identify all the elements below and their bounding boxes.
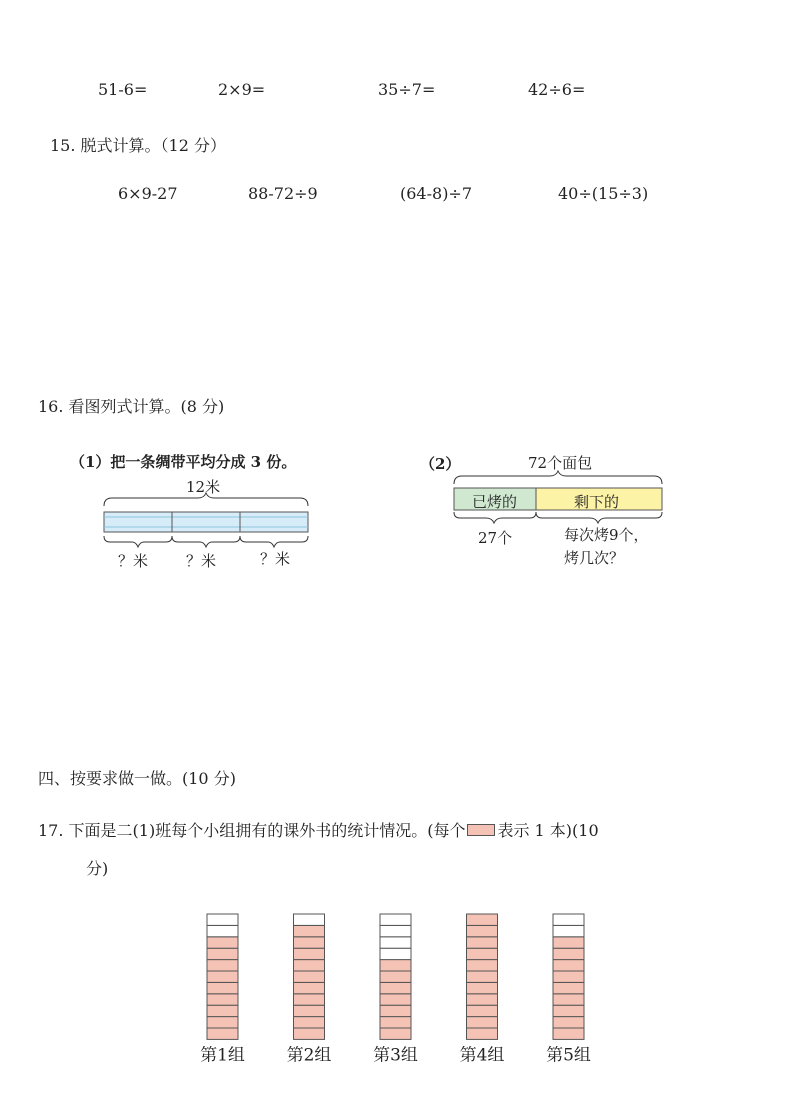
book-cell-empty [294, 914, 325, 925]
book-unit-legend-icon [467, 824, 495, 836]
calc-item-1: 51-6= [98, 80, 148, 99]
q15-expr-1: 6×9-27 [118, 184, 178, 203]
q15-title: 15. 脱式计算。（12 分） [50, 136, 226, 155]
book-cell-filled [467, 937, 498, 948]
q15-expr-3: (64-8)÷7 [400, 184, 473, 203]
baked-label: 已烤的 [472, 493, 518, 511]
book-cell-filled [294, 948, 325, 959]
ribbon-diagram [96, 492, 316, 552]
book-cell-filled [467, 1005, 498, 1016]
book-cell-filled [380, 1005, 411, 1016]
book-cell-filled [467, 960, 498, 971]
q17-text-after: 表示 1 本)(10 [497, 821, 599, 840]
book-cell-filled [467, 982, 498, 993]
book-cell-filled [207, 994, 238, 1005]
q16-title: 16. 看图列式计算。(8 分) [38, 397, 225, 416]
ribbon-total-label: 12米 [186, 478, 221, 496]
book-cell-filled [207, 948, 238, 959]
book-cell-empty [380, 948, 411, 959]
book-cell-filled [294, 1017, 325, 1028]
book-cell-filled [467, 925, 498, 936]
book-cell-filled [553, 994, 584, 1005]
book-cell-filled [553, 1028, 584, 1039]
book-cell-filled [294, 960, 325, 971]
book-cell-empty [207, 914, 238, 925]
book-cell-filled [467, 1028, 498, 1039]
group-label-5: 第5组 [546, 1045, 591, 1065]
baked-count: 27个 [478, 529, 513, 547]
ribbon-segment-2-label: ？米 [186, 552, 217, 570]
ribbon-segment-1-label: ？米 [118, 552, 149, 570]
book-cell-filled [467, 948, 498, 959]
q16-part1-label: （1）把一条绸带平均分成 3 份。 [70, 453, 297, 471]
book-cell-filled [294, 937, 325, 948]
book-cell-filled [294, 982, 325, 993]
book-cell-empty [380, 925, 411, 936]
book-cell-filled [553, 948, 584, 959]
group-label-2: 第2组 [286, 1045, 332, 1065]
group-label-1: 第1组 [200, 1045, 245, 1065]
remaining-label: 剩下的 [574, 493, 620, 511]
book-cell-filled [207, 971, 238, 982]
book-cell-filled [380, 982, 411, 993]
book-cell-filled [207, 1017, 238, 1028]
group-label-4: 第4组 [459, 1045, 505, 1065]
book-cell-filled [294, 1005, 325, 1016]
q16-part2-label: （2） [420, 455, 461, 473]
ribbon-segment-3-label: ？米 [260, 550, 291, 568]
book-chart [190, 905, 610, 1065]
book-cell-filled [380, 1017, 411, 1028]
book-cell-filled [380, 1028, 411, 1039]
book-cell-filled [380, 994, 411, 1005]
q17-text-before: 17. 下面是二(1)班每个小组拥有的课外书的统计情况。(每个 [38, 821, 466, 840]
book-cell-filled [294, 994, 325, 1005]
book-cell-filled [294, 925, 325, 936]
bread-note-line1: 每次烤9个， [564, 526, 649, 544]
q15-expr-4: 40÷(15÷3) [558, 184, 649, 203]
book-cell-filled [380, 960, 411, 971]
bread-total-label: 72个面包 [528, 454, 593, 472]
book-cell-filled [207, 960, 238, 971]
book-cell-filled [294, 971, 325, 982]
book-cell-empty [380, 937, 411, 948]
book-cell-filled [553, 937, 584, 948]
book-cell-filled [207, 937, 238, 948]
book-cell-filled [553, 982, 584, 993]
book-cell-filled [553, 1017, 584, 1028]
book-cell-filled [553, 960, 584, 971]
group-label-3: 第3组 [373, 1045, 418, 1065]
bread-note-line2: 烤几次？ [564, 549, 625, 567]
book-cell-empty [207, 925, 238, 936]
calc-item-3: 35÷7= [378, 80, 436, 99]
book-cell-filled [467, 971, 498, 982]
book-cell-filled [467, 1017, 498, 1028]
book-cell-filled [467, 914, 498, 925]
q17-text-line2: 分) [86, 859, 109, 878]
book-cell-empty [380, 914, 411, 925]
book-cell-filled [553, 1005, 584, 1016]
book-cell-filled [207, 982, 238, 993]
book-cell-empty [553, 914, 584, 925]
q17-text [38, 818, 599, 841]
book-cell-filled [380, 971, 411, 982]
calc-item-4: 42÷6= [528, 80, 586, 99]
q15-expr-2: 88-72÷9 [248, 184, 318, 203]
calc-item-2: 2×9= [218, 80, 266, 99]
book-cell-filled [294, 1028, 325, 1039]
book-cell-filled [467, 994, 498, 1005]
book-cell-empty [553, 925, 584, 936]
book-cell-filled [553, 971, 584, 982]
book-cell-filled [207, 1005, 238, 1016]
book-cell-filled [207, 1028, 238, 1039]
section4-title: 四、按要求做一做。(10 分) [38, 769, 236, 788]
